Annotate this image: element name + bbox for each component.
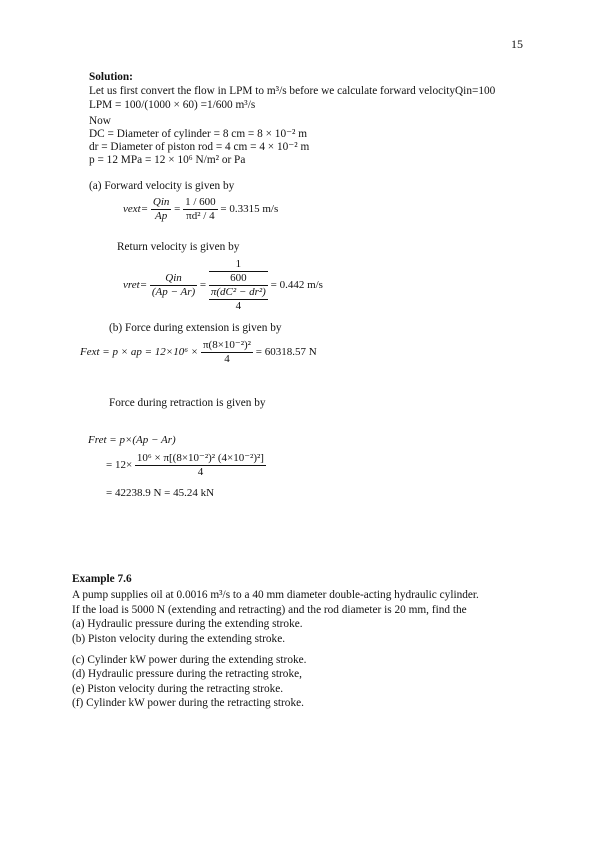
vret-equation: vret= $\frac{\text{Qin}}{(Ap - Ar)}$ = 1 600 π(dC² − dr²) 4 = 0.442 m/s bbox=[123, 258, 323, 312]
vret-f2-top: 1 bbox=[209, 258, 268, 272]
vret-fraction-2 bbox=[209, 258, 268, 313]
example-line: (d) Hydraulic pressure during the retracting stroke, bbox=[72, 668, 302, 680]
forward-velocity-label: (a) Forward velocity is given by bbox=[89, 180, 235, 192]
vext-lhs: vext= bbox=[123, 203, 149, 216]
vext-f2-den: πd² / 4 bbox=[186, 210, 215, 222]
rod-diameter-line: dr = Diameter of piston rod = 4 cm = 4 × 10⁻² m bbox=[89, 141, 310, 153]
cylinder-diameter-line: DC = Diameter of cylinder = 8 cm = 8 × 10⁻² m bbox=[89, 128, 308, 140]
example-heading: Example 7.6 bbox=[72, 573, 132, 585]
vext-f1-den: Ap bbox=[155, 210, 168, 222]
fret-fraction bbox=[135, 452, 266, 479]
fext-lhs: Fext = p × ap = 12×10⁶ × bbox=[80, 346, 199, 359]
vret-f1-num: Qin bbox=[150, 272, 197, 286]
fext-equation bbox=[80, 339, 317, 366]
return-velocity-label: Return velocity is given by bbox=[117, 241, 240, 253]
force-extension-label: (b) Force during extension is given by bbox=[109, 322, 282, 334]
example-line: (b) Piston velocity during the extending stroke. bbox=[72, 633, 286, 645]
vext-result: = 0.3315 m/s bbox=[220, 203, 279, 216]
fret-result: = 42238.9 N = 45.24 kN bbox=[106, 487, 215, 499]
vext-equation: vext= $\frac{\text{Qin}}{Ap}$ = $\frac{1 / 600}{\text{πd² / 4}}$ = 0.3315 m/s bbox=[123, 196, 279, 222]
vret-f2-mid: 600 bbox=[209, 272, 268, 286]
vext-f1-num: Qin bbox=[152, 196, 170, 208]
pressure-line: p = 12 MPa = 12 × 10⁶ N/m² or Pa bbox=[89, 154, 246, 166]
page-number: 15 bbox=[511, 37, 523, 51]
fext-result: = 60318.57 N bbox=[255, 346, 317, 359]
vext-fraction-2 bbox=[183, 196, 218, 223]
solution-intro-line2: LPM = 100/(1000 × 60) =1/600 m³/s bbox=[89, 99, 256, 111]
vret-f2-inner: π(dC² − dr²) bbox=[210, 286, 266, 298]
vret-f2-bot: 4 bbox=[235, 300, 242, 312]
fext-num: π(8×10⁻²)² bbox=[202, 339, 251, 351]
example-line: (c) Cylinder kW power during the extending stroke. bbox=[72, 654, 307, 666]
vret-lhs: vret= bbox=[123, 279, 148, 292]
vext-f2-num: 1 / 600 bbox=[185, 196, 216, 208]
fret-den: 4 bbox=[197, 466, 204, 478]
example-line: (f) Cylinder kW power during the retracting stroke. bbox=[72, 697, 304, 709]
fret-equation bbox=[106, 452, 266, 479]
vext-fraction-1 bbox=[151, 196, 172, 223]
force-retraction-label: Force during retraction is given by bbox=[109, 397, 266, 409]
example-line: If the load is 5000 N (extending and retracting) and the rod diameter is 20 mm, find the bbox=[72, 604, 467, 616]
fext-fraction bbox=[201, 339, 253, 366]
example-line: (a) Hydraulic pressure during the extending stroke. bbox=[72, 618, 303, 630]
vret-f1-den: (Ap − Ar) bbox=[151, 286, 196, 298]
vret-result: = 0.442 m/s bbox=[270, 279, 323, 292]
example-line: A pump supplies oil at 0.0016 m³/s to a 40 mm diameter double-acting hydraulic cylinder. bbox=[72, 589, 479, 601]
solution-heading: Solution: bbox=[89, 71, 133, 83]
vret-fraction-1 bbox=[150, 272, 197, 299]
fret-line1: Fret = p×(Ap − Ar) bbox=[88, 434, 176, 446]
solution-intro-line1: Let us first convert the flow in LPM to m³/s before we calculate forward velocityQin=100 bbox=[89, 85, 496, 97]
fext-den: 4 bbox=[224, 353, 230, 365]
example-line: (e) Piston velocity during the retracting stroke. bbox=[72, 683, 284, 695]
now-label: Now bbox=[89, 115, 111, 127]
fret-num: 10⁶ × π[(8×10⁻²)² (4×10⁻²)²] bbox=[136, 452, 264, 464]
fret-prefix: = 12× bbox=[106, 459, 133, 472]
